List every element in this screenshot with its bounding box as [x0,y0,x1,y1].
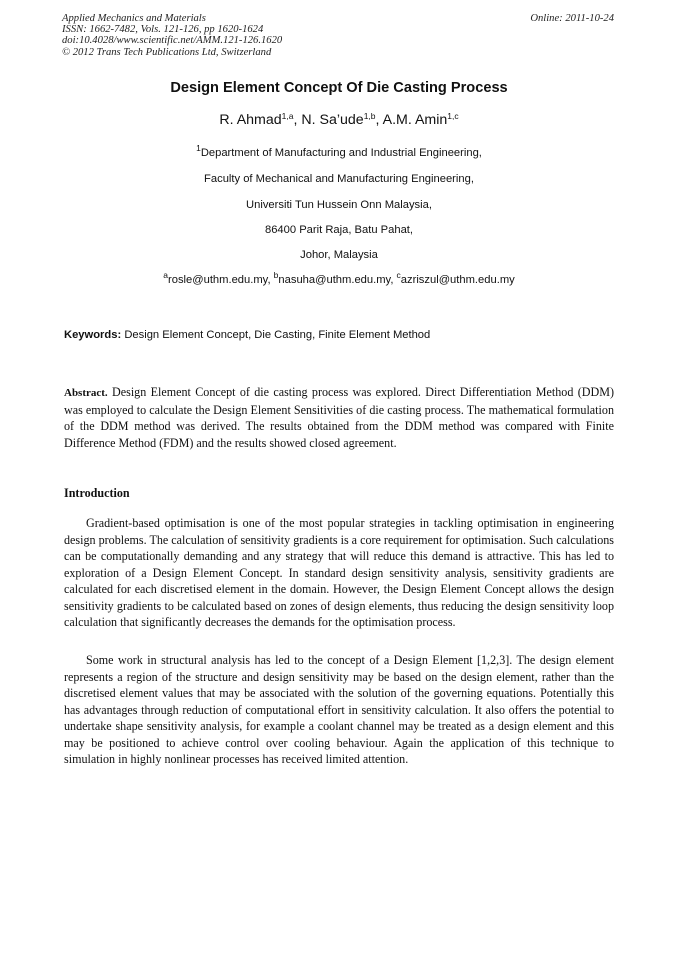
email-address[interactable]: azriszul@uthm.edu.my [400,274,515,286]
author-list: R. Ahmad$^{1,a}$, N. Sa’ude$^{1,b}$, A.M. Amin$^{1,c}$ [219,111,459,128]
email-list: $^a$rosle@uthm.edu.my, $^b$nasuha@uthm.edu.my, $^c$azriszul@uthm.edu.my [163,270,515,286]
keywords-label: Keywords: [64,329,122,341]
keywords-line [64,329,430,341]
body-paragraph: Some work in structural analysis has led to the concept of a Design Element [1,2,3]. The design element represents a region of the structure and design sensitivity may be based on the design element, rather than the discretised element values that may be associated with the solution of the governing equations. Potentially this has advantages through reduction of computational effort in sensitivity calculation. It also offers the potential to undertake shape sensitivity analysis, for example a coolant channel may be treated as a design element and this may be positioned to achieve control over cooling behaviour. Again the application of this technique to simulation in highly nonlinear processes has received limited attention. [64,653,614,766]
affiliation-line: Faculty of Mechanical and Manufacturing Engineering, [204,173,474,185]
online-date: Online: 2011-10-24 [530,13,614,24]
author-name: R. Ahmad [219,112,282,128]
section-heading: Introduction [64,486,130,500]
journal-doi: doi:10.4028/www.scientific.net/AMM.121-126.1620 [62,35,283,47]
email-superscript: a [163,270,168,280]
author-superscript: 1,c [447,111,459,121]
keywords-text: Design Element Concept, Die Casting, Finite Element Method [124,329,431,341]
email-superscript: c [396,270,401,280]
affiliation-line: Johor, Malaysia [300,249,378,261]
author-name: A.M. Amin [382,112,448,128]
journal-issn: ISSN: 1662-7482, Vols. 121-126, pp 1620-1624 [62,24,264,36]
affiliation-marker: 1 [196,143,201,153]
affiliation-line: Universiti Tun Hussein Onn Malaysia, [246,199,432,211]
email-superscript: b [273,270,279,280]
author-superscript: 1,a [281,111,294,121]
body-paragraph: Gradient-based optimisation is one of the most popular strategies in tackling optimisation in engineering design problems. The calculation of sensitivity gradients is a core requirement for optimisation. Such calculations can be computationally demanding and any strategy that will reduce this demand is attractive. This has led to exploration of a Design Element Concept. In standard design sensitivity analysis, sensitivity gradients are calculated for each discretised element in the domain. However, the Design Element Concept allows the design sensitivity gradients to be calculated based on zones of design elements, thus reducing the design sensitivity loop calculation that significantly decreases the demands for the optimisation process. [64,516,614,629]
email-address[interactable]: nasuha@uthm.edu.my [278,274,391,286]
author-name: N. Sa’ude [301,112,364,128]
journal-name: Applied Mechanics and Materials [62,13,206,24]
affiliation-line: $^1$Department of Manufacturing and Industrial Engineering, [196,143,482,159]
abstract-text: Design Element Concept of die casting process was explored. Direct Differentiation Method (DDM) was employed to calculate the Design Element Sensitivities of die casting process. The mathematical formulation of the DDM method was derived. The results obtained from the DDM method was compared with Finite Difference Method (FDM) and the results showed closed agreement. [64,385,614,451]
abstract-label: Abstract. [64,387,108,399]
journal-header [62,13,282,58]
author-superscript: 1,b [363,111,376,121]
affiliation-line: 86400 Parit Raja, Batu Pahat, [264,224,414,236]
abstract [64,384,614,452]
email-address[interactable]: rosle@uthm.edu.my [168,274,268,286]
paper-title: Design Element Concept Of Die Casting Process [170,80,508,96]
journal-copyright: © 2012 Trans Tech Publications Ltd, Switzerland [62,46,272,58]
